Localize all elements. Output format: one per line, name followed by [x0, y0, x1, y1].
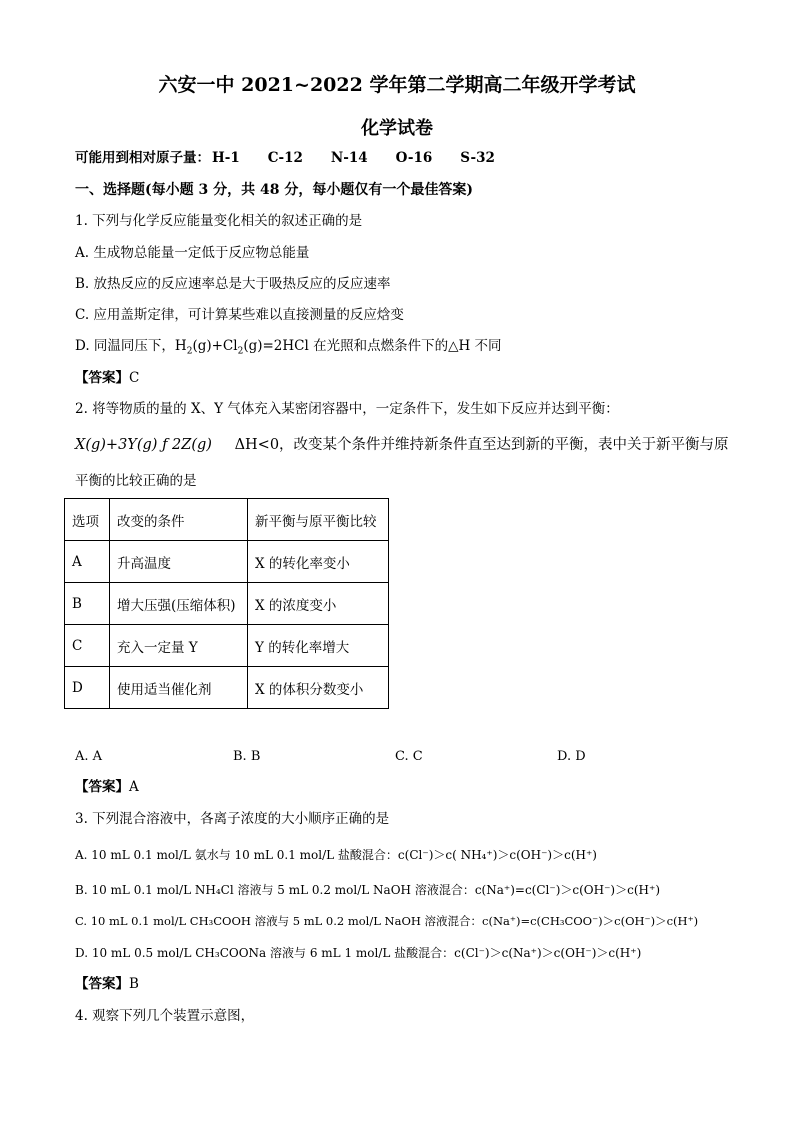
q1-option-d: D. 同温同压下，$H_2(g)+Cl_2(g)=2HCl$ 在光照和点燃条件下的△H 不同 [75, 338, 502, 357]
atomic-mass-c: C-12 [267, 150, 303, 166]
q3-answer-value: B [129, 976, 139, 992]
q1-answer: 【答案】C [75, 370, 140, 386]
q1-answer-value: C [129, 370, 140, 386]
q2-option-d: D. D [557, 749, 586, 764]
q1-option-b: B. 放热反应的反应速率总是大于吸热反应的反应速率 [75, 276, 391, 292]
table-cell: 升高温度 [110, 541, 248, 583]
q3-option-c: C. 10 mL 0.1 mol/L CH₃COOH 溶液与 5 mL 0.2 mol/L NaOH 溶液混合：c(Na⁺)=c(CH₃COO⁻)＞c(OH⁻)＞c(H⁺) [75, 914, 699, 928]
table-header-cell: 改变的条件 [110, 499, 248, 541]
atomic-mass-o: O-16 [395, 150, 433, 166]
table-cell: X 的转化率变小 [248, 541, 389, 583]
table-row [65, 583, 389, 625]
table-row [65, 541, 389, 583]
q1-option-a: A. 生成物总能量一定低于反应物总能量 [75, 245, 310, 261]
q2-equation-line [75, 438, 729, 453]
table-cell: D [65, 667, 110, 709]
q2-table [64, 498, 389, 709]
q2-stem-cont: 平衡的比较正确的是 [75, 473, 197, 489]
table-header-cell: 选项 [65, 499, 110, 541]
table-cell: 增大压强(压缩体积) [110, 583, 248, 625]
q3-answer: 【答案】B [75, 976, 139, 992]
q1-option-c: C. 应用盖斯定律，可计算某些难以直接测量的反应焓变 [75, 307, 404, 323]
table-cell: A [65, 541, 110, 583]
q4-stem: 4. 观察下列几个装置示意图， [75, 1008, 255, 1024]
table-header-cell: 新平衡与原平衡比较 [248, 499, 389, 541]
q2-option-a: A. A [75, 749, 103, 764]
q3-stem: 3. 下列混合溶液中，各离子浓度的大小顺序正确的是 [75, 811, 390, 827]
atomic-mass-h: H-1 [212, 150, 240, 166]
q2-equation: X(g)+3Y(g) ƒ 2Z(g) [75, 437, 212, 453]
q2-option-c: C. C [395, 749, 423, 764]
table-row [65, 625, 389, 667]
q2-stem: 2. 将等物质的量的 X、Y 气体充入某密闭容器中，一定条件下，发生如下反应并达到平衡： [75, 401, 619, 417]
table-cell: 使用适当催化剂 [110, 667, 248, 709]
section-heading: 一、选择题(每小题 3 分，共 48 分，每小题仅有一个最佳答案) [75, 182, 473, 198]
exam-subtitle: 化学试卷 [361, 118, 433, 139]
atomic-mass-s: S-32 [460, 150, 495, 166]
table-row [65, 667, 389, 709]
table-cell: B [65, 583, 110, 625]
q2-option-b: B. B [233, 749, 261, 764]
atomic-mass-n: N-14 [330, 150, 368, 166]
table-header-row [65, 499, 389, 541]
table-cell: Y 的转化率增大 [248, 625, 389, 667]
q2-answer: 【答案】A [75, 779, 139, 795]
table-cell: 充入一定量 Y [110, 625, 248, 667]
table-cell: X 的浓度变小 [248, 583, 389, 625]
q2-condition: ΔH<0，改变某个条件并维持新条件直至达到新的平衡，表中关于新平衡与原 [234, 437, 729, 453]
exam-title: 六安一中 2021~2022 学年第二学期高二年级开学考试 [158, 74, 636, 96]
q3-option-a: A. 10 mL 0.1 mol/L 氨水与 10 mL 0.1 mol/L 盐酸混合：c(Cl⁻)＞c( NH₄⁺)＞c(OH⁻)＞c(H⁺) [75, 848, 597, 862]
q2-answer-value: A [129, 779, 139, 795]
q3-option-b: B. 10 mL 0.1 mol/L NH₄Cl 溶液与 5 mL 0.2 mol/L NaOH 溶液混合：c(Na⁺)=c(Cl⁻)＞c(OH⁻)＞c(H⁺) [75, 883, 661, 897]
table-cell: C [65, 625, 110, 667]
q3-option-d: D. 10 mL 0.5 mol/L CH₃COONa 溶液与 6 mL 1 mol/L 盐酸混合：c(Cl⁻)＞c(Na⁺)＞c(OH⁻)＞c(H⁺) [75, 946, 642, 960]
atomic-masses-label: 可能用到相对原子量： [75, 150, 210, 166]
q1-stem: 1. 下列与化学反应能量变化相关的叙述正确的是 [75, 213, 363, 229]
atomic-masses [75, 152, 523, 166]
table-cell: X 的体积分数变小 [248, 667, 389, 709]
